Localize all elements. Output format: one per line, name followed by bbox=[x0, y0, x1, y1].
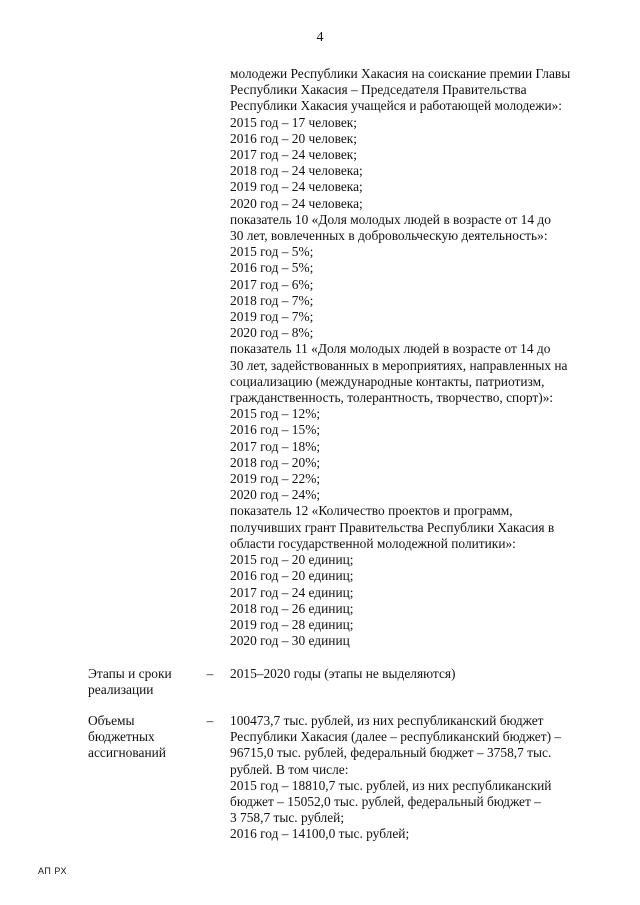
text-line: 2019 год – 24 человека; bbox=[230, 179, 363, 195]
text-line: 2017 год – 6%; bbox=[230, 276, 314, 292]
text-line: 30 лет, вовлеченных в добровольческую деятельность»: bbox=[230, 228, 548, 244]
stages-value bbox=[230, 666, 587, 682]
text-line: гражданственность, толерантность, творчество, спорт)»: bbox=[230, 390, 554, 406]
text-line: 2018 год – 24 человека; bbox=[230, 163, 363, 179]
text-line: области государственной молодежной политики»: bbox=[230, 535, 516, 551]
footer-mark: АП РХ bbox=[38, 866, 67, 876]
text-line: 2016 год – 15%; bbox=[230, 422, 321, 438]
text-line: 2020 год – 30 единиц bbox=[230, 633, 350, 649]
text-line: Республики Хакасия учащейся и работающей молодежи»: bbox=[230, 98, 563, 114]
text-line: 2017 год – 24 человек; bbox=[230, 147, 358, 163]
passport-continuation-text bbox=[230, 66, 587, 649]
value-line: 2016 год – 14100,0 тыс. рублей; bbox=[230, 826, 410, 842]
label-line: бюджетных bbox=[88, 729, 155, 745]
text-line: Республики Хакасия – Председателя Правительства bbox=[230, 82, 527, 98]
value-line: рублей. В том числе: bbox=[230, 761, 349, 777]
label-line: Объемы bbox=[88, 713, 135, 728]
value-line: 100473,7 тыс. рублей, из них республиканский бюджет bbox=[230, 713, 544, 728]
text-line: 2020 год – 24%; bbox=[230, 487, 321, 503]
value-line: 2015 год – 18810,7 тыс. рублей, из них республиканский bbox=[230, 777, 552, 793]
text-line: социализацию (международные контакты, патриотизм, bbox=[230, 373, 545, 389]
budget-value bbox=[230, 713, 587, 843]
page-number: 4 bbox=[316, 30, 324, 45]
value-line: бюджет – 15052,0 тыс. рублей, федеральный бюджет – bbox=[230, 794, 541, 810]
text-line: 2018 год – 20%; bbox=[230, 454, 321, 470]
value-line: Республики Хакасия (далее – республиканский бюджет) – bbox=[230, 729, 562, 745]
label-line: ассигнований bbox=[88, 745, 166, 761]
text-line: 2016 год – 20 единиц; bbox=[230, 568, 354, 584]
text-line: 2019 год – 22%; bbox=[230, 471, 321, 487]
text-line: 30 лет, задействованных в мероприятиях, направленных на bbox=[230, 357, 568, 373]
text-line: 2019 год – 28 единиц; bbox=[230, 616, 354, 632]
label-line: Этапы и сроки bbox=[88, 666, 172, 681]
text-line: показатель 12 «Количество проектов и программ, bbox=[230, 503, 513, 519]
text-line: 2015 год – 20 единиц; bbox=[230, 552, 354, 568]
stages-label bbox=[88, 666, 198, 698]
text-line: 2017 год – 18%; bbox=[230, 438, 321, 454]
text-line: 2017 год – 24 единиц; bbox=[230, 584, 354, 600]
value-line: 3 758,7 тыс. рублей; bbox=[230, 810, 345, 826]
label-line: реализации bbox=[88, 682, 154, 698]
text-line: 2020 год – 8%; bbox=[230, 325, 314, 341]
text-line: 2018 год – 7%; bbox=[230, 292, 314, 308]
text-line: 2020 год – 24 человека; bbox=[230, 195, 363, 211]
text-line: 2019 год – 7%; bbox=[230, 309, 314, 325]
text-line: 2015 год – 5%; bbox=[230, 244, 314, 260]
budget-label bbox=[88, 713, 198, 762]
budget-dash: – bbox=[206, 713, 214, 728]
text-line: 2016 год – 20 человек; bbox=[230, 130, 358, 146]
value-line: 96715,0 тыс. рублей, федеральный бюджет – 3758,7 тыс. bbox=[230, 745, 552, 761]
text-line: показатель 10 «Доля молодых людей в возрасте от 14 до bbox=[230, 211, 551, 227]
text-line: показатель 11 «Доля молодых людей в возрасте от 14 до bbox=[230, 341, 551, 357]
stages-dash: – bbox=[206, 666, 214, 681]
value-line: 2015–2020 годы (этапы не выделяются) bbox=[230, 666, 456, 681]
text-line: 2015 год – 12%; bbox=[230, 406, 321, 422]
text-line: 2016 год – 5%; bbox=[230, 260, 314, 276]
text-line: получивших грант Правительства Республики Хакасия в bbox=[230, 519, 555, 535]
text-line: 2015 год – 17 человек; bbox=[230, 114, 358, 130]
text-line: 2018 год – 26 единиц; bbox=[230, 600, 354, 616]
text-line: молодежи Республики Хакасия на соискание премии Главы bbox=[230, 66, 571, 81]
